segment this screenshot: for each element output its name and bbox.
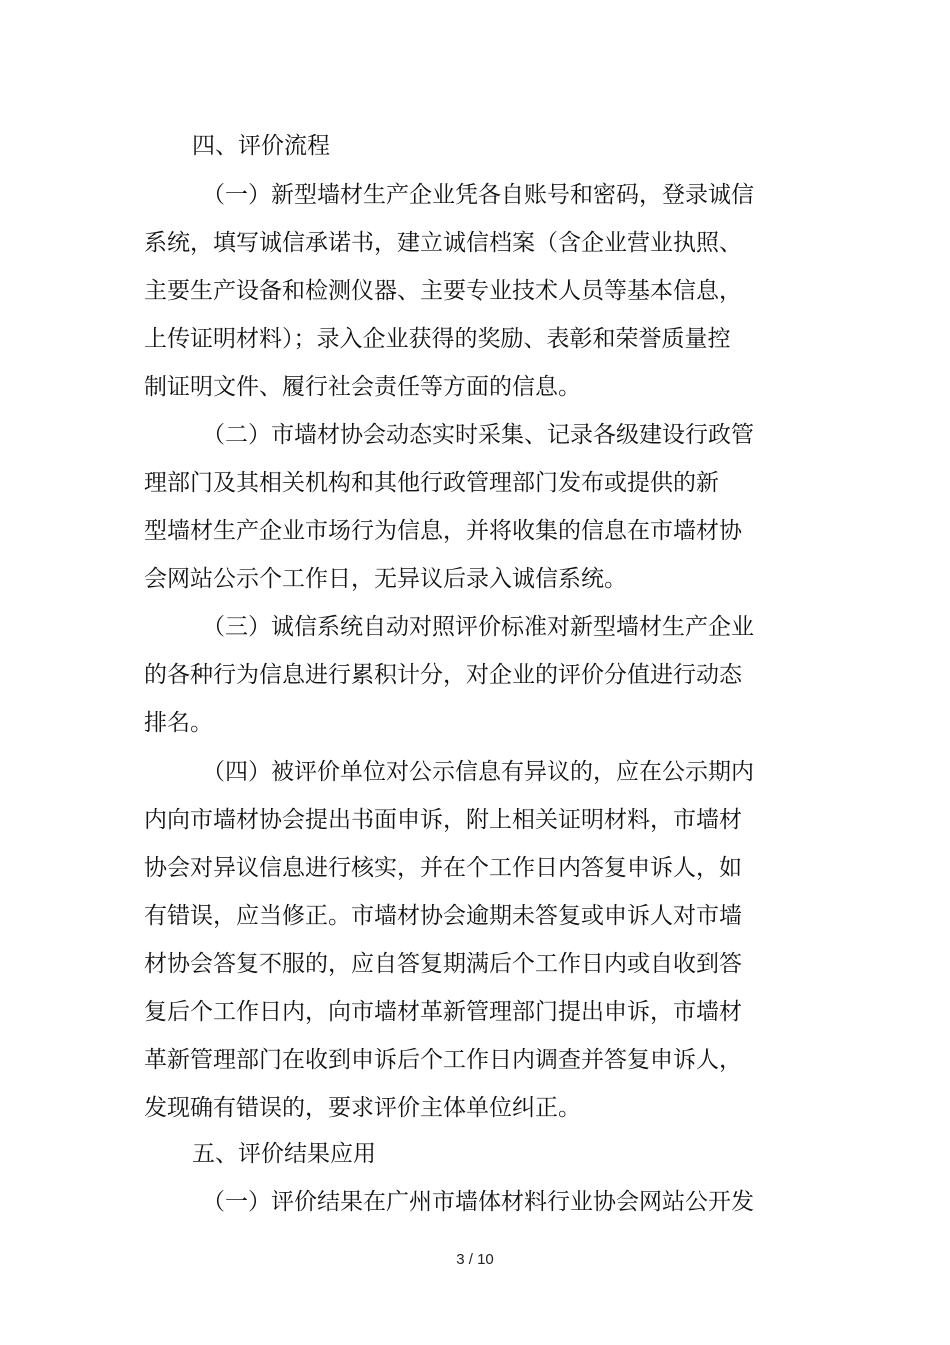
paragraph-line: 会网站公示个工作日，无异议后录入诚信系统。 xyxy=(144,566,627,592)
paragraph-line: 复后个工作日内，向市墙材革新管理部门提出申诉，市墙材 xyxy=(144,999,742,1025)
page-number: 3 / 10 xyxy=(456,1251,494,1268)
paragraph-line: 有错误，应当修正。市墙材协会逾期未答复或申诉人对市墙 xyxy=(144,903,742,929)
paragraph-line: 发现确有错误的，要求评价主体单位纠正。 xyxy=(144,1095,581,1121)
paragraph-line: 制证明文件、履行社会责任等方面的信息。 xyxy=(144,374,581,400)
paragraph-line: 型墙材生产企业市场行为信息，并将收集的信息在市墙材协 xyxy=(144,518,742,544)
paragraph-line: 协会对异议信息进行核实，并在个工作日内答复申诉人，如 xyxy=(144,855,742,881)
paragraph-line: （三）诚信系统自动对照评价标准对新型墙材生产企业 xyxy=(202,614,754,640)
paragraph-line: 的各种行为信息进行累积计分，对企业的评价分值进行动态 xyxy=(144,662,742,688)
section-heading-5: 五、评价结果应用 xyxy=(192,1141,376,1167)
paragraph-line: 内向市墙材协会提出书面申诉，附上相关证明材料，市墙材 xyxy=(144,807,742,833)
paragraph-line: （四）被评价单位对公示信息有异议的，应在公示期内 xyxy=(202,759,754,785)
paragraph-line: （一）新型墙材生产企业凭各自账号和密码，登录诚信 xyxy=(202,182,754,208)
paragraph-line: 主要生产设备和检测仪器、主要专业技术人员等基本信息， xyxy=(144,278,742,304)
paragraph-line: 系统，填写诚信承诺书，建立诚信档案（含企业营业执照、 xyxy=(144,230,742,256)
section-heading-4: 四、评价流程 xyxy=(192,133,330,159)
paragraph-line: 革新管理部门在收到申诉后个工作日内调查并答复申诉人， xyxy=(144,1047,742,1073)
paragraph-line: 上传证明材料）；录入企业获得的奖励、表彰和荣誉质量控 xyxy=(144,326,731,352)
paragraph-line: 排名。 xyxy=(144,710,213,736)
paragraph-line: （一）评价结果在广州市墙体材料行业协会网站公开发 xyxy=(202,1189,754,1215)
paragraph-line: 理部门及其相关机构和其他行政管理部门发布或提供的新 xyxy=(144,470,719,496)
paragraph-line: （二）市墙材协会动态实时采集、记录各级建设行政管 xyxy=(202,422,754,448)
paragraph-line: 材协会答复不服的，应自答复期满后个工作日内或自收到答 xyxy=(144,951,742,977)
